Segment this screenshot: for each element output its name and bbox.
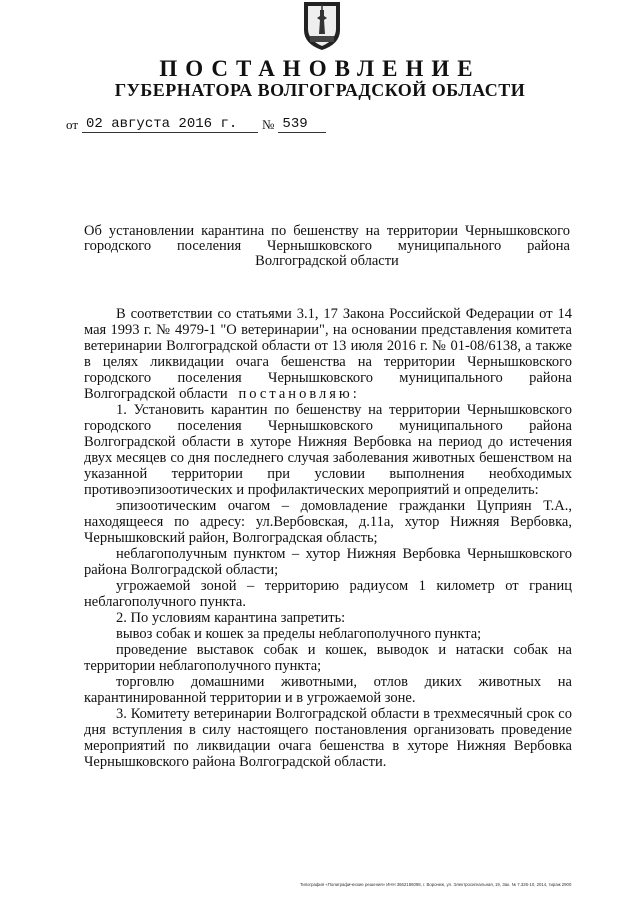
coat-of-arms-icon [300,0,344,52]
document-date: 02 августа 2016 г. [82,116,258,133]
print-footer: Типография «Полиграфические решения» ИНН 3662186098, г. Воронеж, ул. Электросигнальная, 19, Зак. № 7.326-10, 2014, тираж 2900 [300,882,572,887]
document-body [84,306,572,770]
item-2-c: торговлю домашними животными, отлов диких животных на карантинированной территории и в угрожаемой зоне. [84,674,572,706]
document-number: 539 [278,116,326,133]
resolve-word: постановляю: [238,386,360,402]
item-2-b: проведение выставок собак и кошек, выводок и натаски собак на территории неблагополучного пункта; [84,642,572,674]
document-subject: Об установлении карантина по бешенству на территории Чернышковского городского поселения Чернышковского муниципального района Волгоградской области [84,223,570,269]
number-label: № [262,117,275,132]
item-1-b: неблагополучным пунктом – хутор Нижняя Вербовка Чернышковского района Волгоградской области; [84,546,572,578]
item-1: 1. Установить карантин по бешенству на территории Чернышковского городского поселения Чернышковского муниципального района Волгоградской области в хуторе Нижняя Вербовка на период до истечения двух месяцев со дня последнего случая заболевания животных бешенством на указанной территории при условии выполнения необходимых противоэпизоотических и профилактических мероприятий и определить: [84,402,572,498]
item-1-a: эпизоотическим очагом – домовладение гражданки Цуприян Т.А., находящееся по адресу: ул.Вербовская, д.11а, хутор Нижняя Вербовка, Чернышковский район, Волгоградская область; [84,498,572,546]
item-1-c: угрожаемой зоной – территорию радиусом 1 километр от границ неблагополучного пункта. [84,578,572,610]
item-2: 2. По условиям карантина запретить: [116,610,346,626]
item-2-a: вывоз собак и кошек за пределы неблагополучного пункта; [116,626,482,642]
date-from-label: от [66,117,79,132]
item-3: 3. Комитету ветеринарии Волгоградской области в трехмесячный срок со дня вступления в силу настоящего постановления организовать проведение мероприятий по ликвидации очага бешенства в хуторе Нижняя Вербовка Чернышковского района Волгоградской области. [84,706,572,770]
preamble-text: В соответствии со статьями 3.1, 17 Закона Российской Федерации от 14 мая 1993 г. № 4979-1 "О ветеринарии", на основании представления комитета ветеринарии Волгоградской области от 13 июля 2016 г. № 01-08/6138, а также в целях ликвидации очага бешенства на территории Чернышковского городского поселения Чернышковского муниципального района Волгоградской области [84,306,572,402]
document-title: ПОСТАНОВЛЕНИЕ [159,56,481,81]
preamble-paragraph [84,306,572,402]
document-issuer: ГУБЕРНАТОРА ВОЛГОГРАДСКОЙ ОБЛАСТИ [114,80,526,100]
date-number-line [66,116,326,133]
